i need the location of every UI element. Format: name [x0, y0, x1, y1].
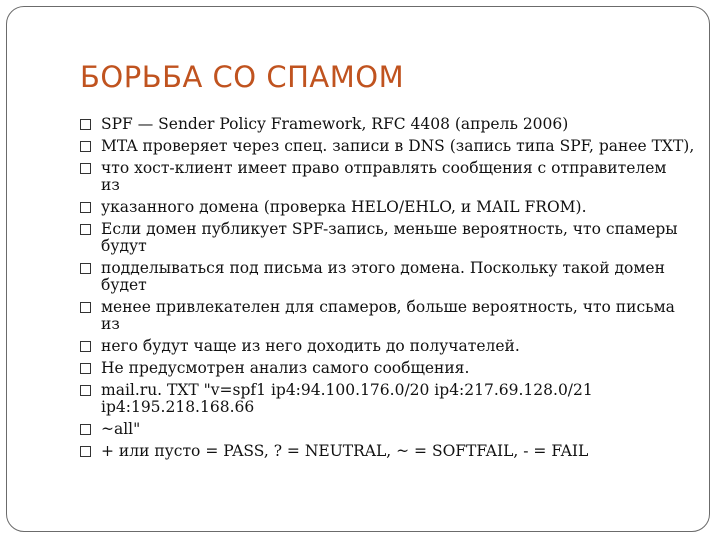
bullet-item — [80, 338, 690, 355]
bullet-text-line: подделываться под письма из этого домена. Поскольку такой домен — [101, 259, 665, 277]
square-bullet-icon — [80, 363, 91, 374]
bullet-item — [80, 221, 690, 255]
bullet-text-line: + или пусто = PASS, ? = NEUTRAL, ~ = SOFTFAIL, - = FAIL — [101, 442, 589, 460]
bullet-text-line: SPF — Sender Policy Framework, RFC 4408 (апрель 2006) — [101, 115, 569, 133]
bullet-text-line: ip4:195.218.168.66 — [101, 398, 255, 416]
bullet-text-line: будет — [101, 276, 147, 294]
bullet-text-line: Если домен публикует SPF-запись, меньше вероятность, что спамеры — [101, 220, 678, 238]
bullet-text-line: ~all" — [101, 420, 141, 438]
slide-title: БОРЬБА СО СПАМОМ — [80, 60, 405, 94]
square-bullet-icon — [80, 141, 91, 152]
bullet-text-line: из — [101, 176, 120, 194]
bullet-text-line: менее привлекателен для спамеров, больше вероятность, что письма — [101, 298, 675, 316]
bullet-text-line: будут — [101, 237, 147, 255]
square-bullet-icon — [80, 202, 91, 213]
square-bullet-icon — [80, 385, 91, 396]
bullet-item — [80, 137, 695, 155]
bullet-item — [80, 382, 690, 416]
bullet-text-line: него будут чаще из него доходить до получателей. — [101, 337, 520, 355]
bullet-list — [80, 115, 695, 465]
bullet-item — [80, 421, 690, 438]
bullet-item — [80, 116, 690, 133]
bullet-text-line: что хост-клиент имеет право отправлять сообщения с отправителем — [101, 159, 667, 177]
bullet-item — [80, 260, 690, 294]
bullet-item — [80, 299, 690, 333]
square-bullet-icon — [80, 163, 91, 174]
bullet-text-line: указанного домена (проверка HELO/EHLO, и MAIL FROM). — [101, 198, 587, 216]
bullet-item — [80, 199, 690, 216]
bullet-text-line: mail.ru. TXT "v=spf1 ip4:94.100.176.0/20 ip4:217.69.128.0/21 — [101, 381, 593, 399]
bullet-text-line: Не предусмотрен анализ самого сообщения. — [101, 359, 470, 377]
square-bullet-icon — [80, 341, 91, 352]
square-bullet-icon — [80, 424, 91, 435]
bullet-item — [80, 443, 690, 460]
bullet-text-line: из — [101, 315, 120, 333]
square-bullet-icon — [80, 119, 91, 130]
square-bullet-icon — [80, 302, 91, 313]
square-bullet-icon — [80, 446, 91, 457]
square-bullet-icon — [80, 224, 91, 235]
bullet-item — [80, 360, 690, 377]
bullet-item — [80, 160, 690, 194]
bullet-text-line: MTA проверяет через спец. записи в DNS (запись типа SPF, ранее TXT), — [101, 137, 695, 155]
square-bullet-icon — [80, 263, 91, 274]
